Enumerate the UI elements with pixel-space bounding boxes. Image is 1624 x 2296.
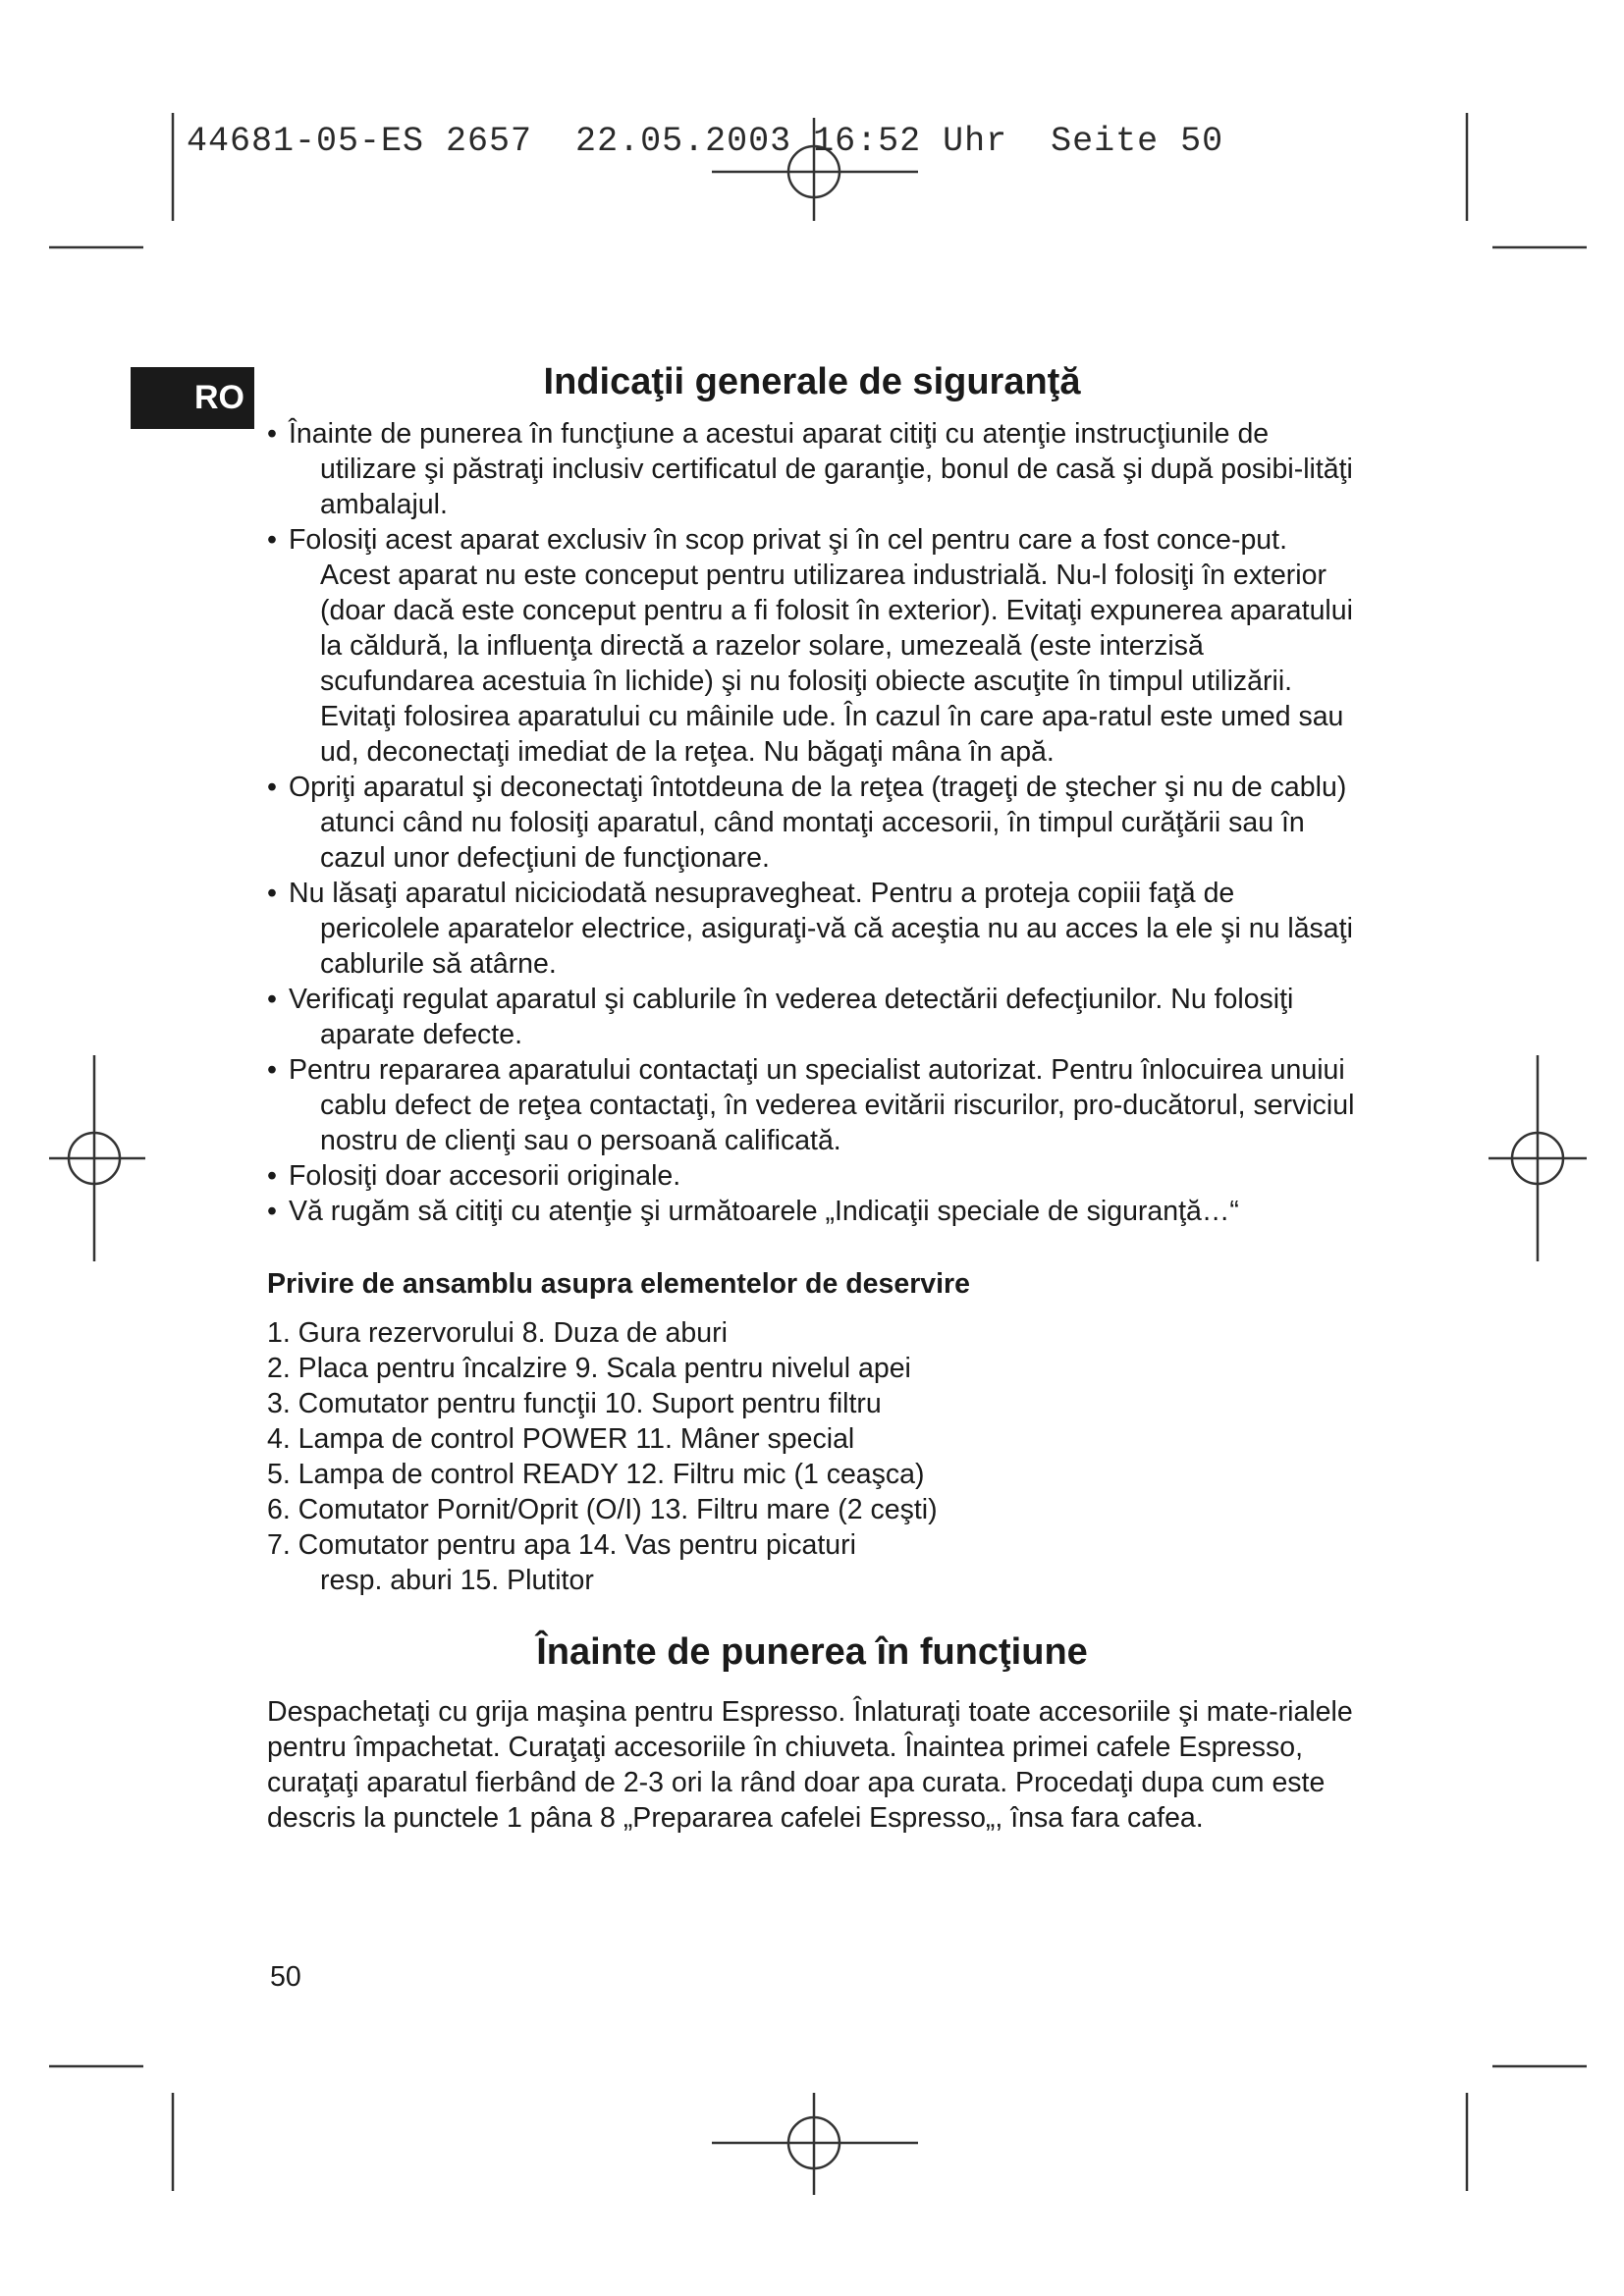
section-title-before-use: Înainte de punerea în funcţiune bbox=[536, 1631, 1088, 1673]
safety-bullet-list bbox=[267, 416, 1357, 1229]
list-item: • Nu lăsaţi aparatul niciciodată nesupravegheat. Pentru a proteja copiii faţă de pericolele aparatelor electrice, asiguraţi-vă că aceştia nu au acces la ele şi nu lăsaţi cablurile să atârne. bbox=[267, 878, 1353, 980]
list-item: 4. Lampa de control POWER 11. Mâner special bbox=[267, 1423, 855, 1455]
list-item: 7. Comutator pentru apa 14. Vas pentru picaturi bbox=[267, 1529, 856, 1561]
list-item: • Vă rugăm să citiţi cu atenţie şi următoarele „Indicaţii speciale de siguranţă…“ bbox=[267, 1196, 1239, 1227]
list-item: • Verificaţi regulat aparatul şi cablurile în vederea detectării defecţiunilor. Nu folosiţi aparate defecte. bbox=[267, 984, 1294, 1050]
list-item-continuation: resp. aburi 15. Plutitor bbox=[320, 1565, 594, 1596]
list-item: • Înainte de punerea în funcţiune a acestui aparat citiţi cu atenţie instrucţiunile de utilizare şi păstraţi inclusiv certificatul de garanţie, bonul de casă şi după posibi-lităţi ambalajul. bbox=[267, 418, 1353, 520]
registration-crosshair-bottom bbox=[712, 2093, 918, 2195]
before-use-paragraph: Despachetaţi cu grija maşina pentru Espresso. Înlaturaţi toate accesoriile şi mate-rialele pentru împachetat. Curaţaţi accesoriile în chiuveta. Înaintea primei cafele Espresso, curaţaţi aparatul fierbând de 2-3 ori la rând doar apa curata. Procedaţi dupa cum este descris la punctele 1 pâna 8 „Prepararea cafelei Espresso„, însa fara cafea. bbox=[267, 1696, 1353, 1834]
list-item: 5. Lampa de control READY 12. Filtru mic (1 ceaşca) bbox=[267, 1459, 925, 1490]
list-item: • Folosiţi doar accesorii originale. bbox=[267, 1160, 681, 1192]
list-item: • Pentru repararea aparatului contactaţi un specialist autorizat. Pentru înlocuirea unuiui cablu defect de reţea contactaţi, în vederea evitării riscurilor, pro-ducătorul, serviciul nostru de clienţi sau o persoană calificată. bbox=[267, 1054, 1355, 1156]
language-code: RO bbox=[194, 379, 244, 416]
print-slug-header: 44681-05-ES 2657 22.05.2003 16:52 Uhr Seite 50 bbox=[187, 122, 1224, 161]
list-item: • Opriţi aparatul şi deconectaţi întotdeuna de la reţea (trageţi de ştecher şi nu de cablu) atunci când nu folosiţi aparatul, când montaţi accesorii, în timpul curăţării sau în cazul unor defecţiuni de funcţionare. bbox=[267, 772, 1347, 874]
list-item: 6. Comutator Pornit/Oprit (O/I) 13. Filtru mare (2 ceşti) bbox=[267, 1494, 938, 1525]
controls-overview-list bbox=[267, 1315, 1357, 1598]
registration-crosshair-left bbox=[49, 1055, 145, 1261]
registration-crosshair-right bbox=[1489, 1055, 1587, 1261]
language-tab bbox=[131, 367, 254, 429]
page-number: 50 bbox=[270, 1961, 301, 1993]
list-item: • Folosiţi acest aparat exclusiv în scop privat şi în cel pentru care a fost conce-put. Acest aparat nu este conceput pentru utilizarea industrială. Nu-l folosiţi în exterior (doar dacă este conceput pentru a fi folosit în exterior). Evitaţi expunerea aparatului la căldură, la influenţa directă a razelor solare, umezeală (este interzisă scufundarea acestuia în lichide) şi nu folosiţi obiecte ascuţite în timpul utilizării. Evitaţi folosirea aparatului cu mâinile ude. În cazul în care apa-ratul este umed sau ud, deconectaţi imediat de la reţea. Nu băgaţi mâna în apă. bbox=[267, 524, 1353, 768]
list-item: 1. Gura rezervorului 8. Duza de aburi bbox=[267, 1317, 728, 1349]
overview-heading: Privire de ansamblu asupra elementelor de deservire bbox=[267, 1268, 970, 1300]
page-content bbox=[267, 357, 1357, 1836]
list-item: 3. Comutator pentru funcţii 10. Suport pentru filtru bbox=[267, 1388, 882, 1419]
list-item: 2. Placa pentru încalzire 9. Scala pentru nivelul apei bbox=[267, 1353, 911, 1384]
section-title-safety: Indicaţii generale de siguranţă bbox=[543, 361, 1081, 402]
